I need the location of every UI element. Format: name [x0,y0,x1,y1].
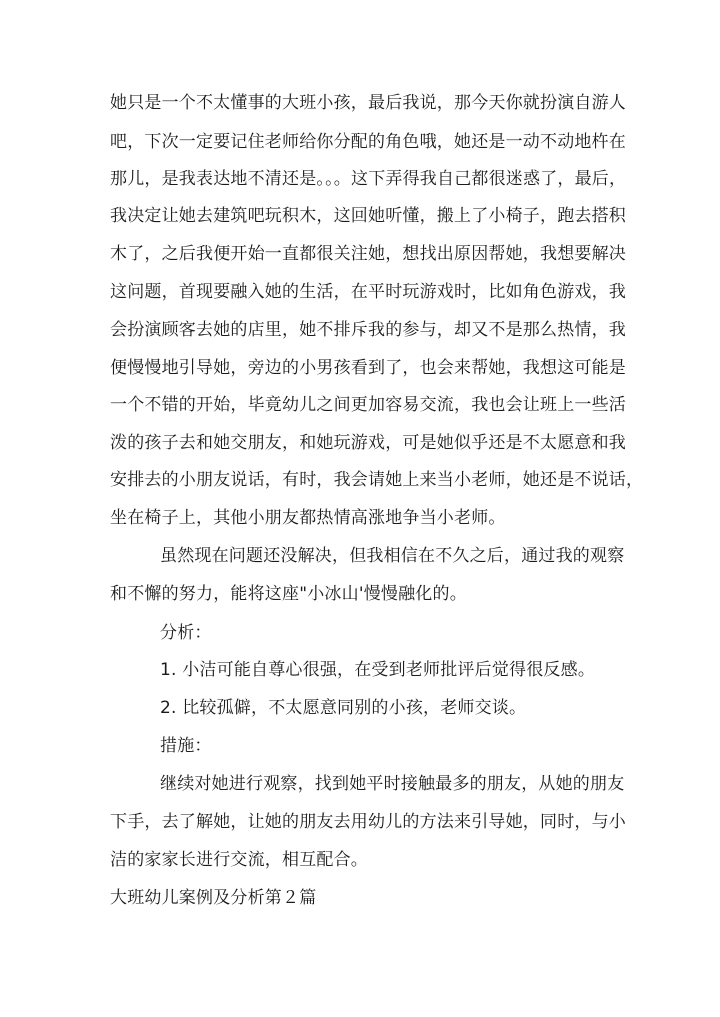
body-line-7: 会扮演顾客去她的店里，她不排斥我的参与，却又不是那么热情，我 [110,320,626,340]
measures-line-2: 下手，去了解她，让她的朋友去用幼儿的方法来引导她，同时，与小 [110,812,626,832]
measures-heading: 措施： [160,736,212,756]
measures-line-3: 洁的家家长进行交流，相互配合。 [110,850,368,870]
body-line-5: 木了，之后我便开始一直都很关注她，想找出原因帮她，我想要解决 [110,244,626,264]
measures-line-1: 继续对她进行观察，找到她平时接触最多的朋友，从她的朋友 [160,774,625,794]
body-line-6: 这问题，首现要融入她的生活，在平时玩游戏时，比如角色游戏，我 [110,282,626,302]
body-line-9: 一个不错的开始，毕竟幼儿之间更加容易交流，我也会让班上一些活 [110,395,626,415]
conclusion-line-2: 和不懈的努力，能将这座"小冰山'慢慢融化的。 [110,584,467,604]
conclusion-line-1: 虽然现在问题还没解决，但我相信在不久之后，通过我的观察 [160,546,625,566]
body-line-3: 那儿，是我表达地不清还是。。。这下弄得我自己都很迷惑了，最后， [110,169,627,189]
body-line-11: 安排去的小朋友说话，有时，我会请她上来当小老师，她还是不说话， [110,470,644,490]
body-line-1: 她只是一个不太懂事的大班小孩，最后我说，那今天你就扮演自游人 [110,93,626,113]
body-line-10: 泼的孩子去和她交朋友，和她玩游戏，可是她似乎还是不太愿意和我 [110,433,626,453]
body-line-12: 坐在椅子上，其他小朋友都热情高涨地争当小老师。 [110,508,506,528]
analysis-item-2: 2. 比较孤僻，不太愿意同别的小孩，老师交谈。 [160,698,527,718]
analysis-item-1: 1. 小洁可能自尊心很强，在受到老师批评后觉得很反感。 [160,660,596,680]
analysis-heading: 分析： [160,623,212,643]
next-article-title: 大班幼儿案例及分析第２篇 [110,888,317,908]
body-line-8: 便慢慢地引导她，旁边的小男孩看到了，也会来帮她，我想这可能是 [110,358,626,378]
body-line-4: 我决定让她去建筑吧玩积木，这回她听懂，搬上了小椅子，跑去搭积 [110,206,626,226]
body-line-2: 吧，下次一定要记住老师给你分配的角色哦，她还是一动不动地杵在 [110,132,626,152]
